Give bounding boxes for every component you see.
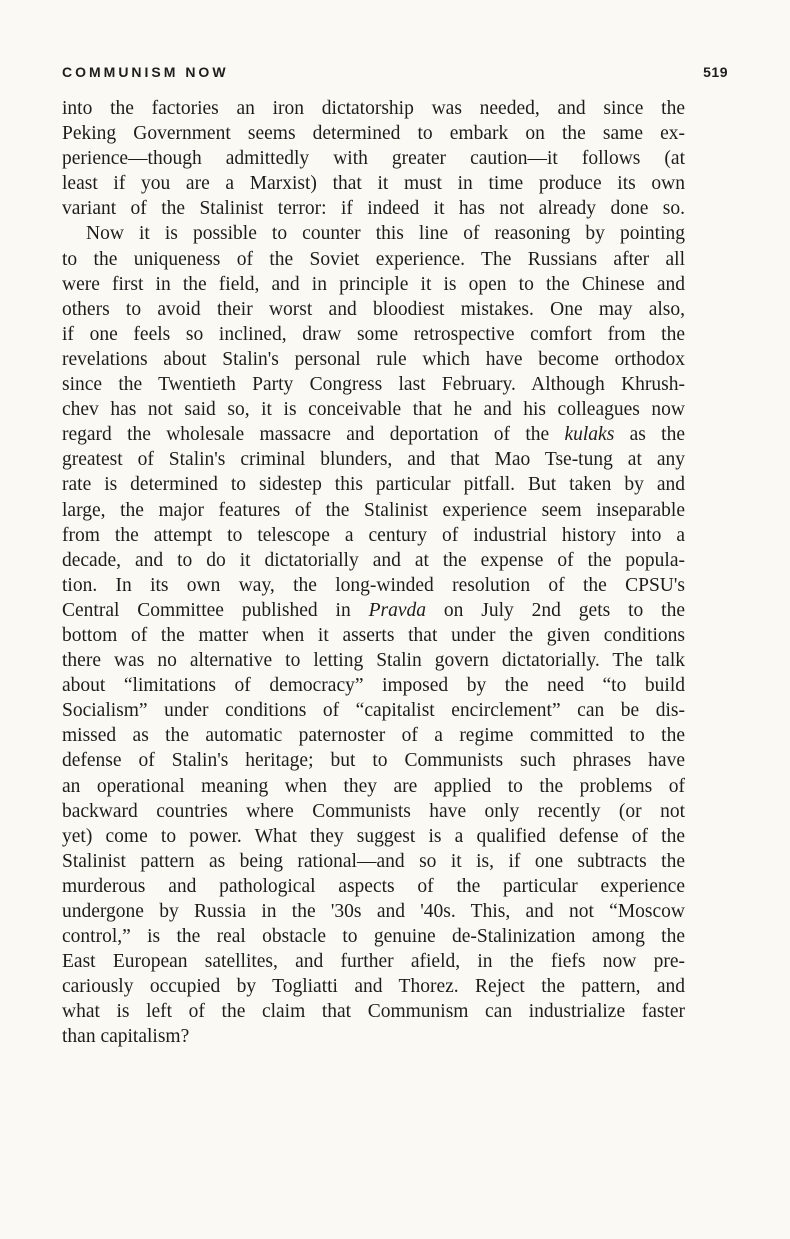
text-line: backward countries where Communists have only recently (or not	[62, 800, 685, 822]
text-segment: on July 2nd gets to the	[426, 599, 685, 621]
text-line: if one feels so inclined, draw some retrospective comfort from the	[62, 323, 685, 345]
text-line: to the uniqueness of the Soviet experience. The Russians after all	[62, 248, 685, 270]
text-line: yet) come to power. What they suggest is a qualified defense of the	[62, 825, 685, 847]
text-line: rate is determined to sidestep this particular pitfall. But taken by and	[62, 474, 685, 496]
text-line: missed as the automatic paternoster of a regime committed to the	[62, 725, 685, 747]
text-line: tion. In its own way, the long-winded resolution of the CPSU's	[62, 574, 685, 596]
text-line: defense of Stalin's heritage; but to Communists such phrases have	[62, 750, 685, 772]
text-line: murderous and pathological aspects of the particular experience	[62, 875, 685, 897]
paragraph-1	[62, 96, 685, 221]
text-line: an operational meaning when they are applied to the problems of	[62, 775, 685, 797]
text-line: greatest of Stalin's criminal blunders, and that Mao Tse-tung at any	[62, 449, 685, 471]
text-line: Now it is possible to counter this line of reasoning by pointing	[86, 223, 685, 245]
text-line: Stalinist pattern as being rational—and so it is, if one subtracts the	[62, 850, 685, 872]
running-header	[62, 64, 728, 84]
text-line: from the attempt to telescope a century of industrial history into a	[62, 524, 685, 546]
text-line: were first in the field, and in principle it is open to the Chinese and	[62, 273, 685, 295]
text-line: undergone by Russia in the '30s and '40s. This, and not “Moscow	[62, 901, 685, 922]
text-line-with-italic	[62, 422, 685, 447]
text-line: East European satellites, and further afield, in the fiefs now pre-	[62, 951, 685, 973]
text-line: control,” is the real obstacle to genuine de-Stalinization among the	[62, 926, 685, 948]
text-line: cariously occupied by Togliatti and Thorez. Reject the pattern, and	[62, 976, 685, 998]
text-segment: as the	[614, 424, 685, 446]
italic-term: Pravda	[368, 599, 426, 621]
text-line: bottom of the matter when it asserts that under the given conditions	[62, 624, 685, 646]
text-line: than capitalism?	[62, 1026, 190, 1048]
running-title: COMMUNISM NOW	[62, 64, 229, 80]
text-line: perience—though admittedly with greater caution—it follows (at	[62, 148, 685, 170]
text-line: decade, and to do it dictatorially and at the expense of the popula-	[62, 549, 685, 571]
body-text	[62, 96, 685, 1050]
paragraph-2	[62, 221, 685, 1049]
text-line: large, the major features of the Stalinist experience seem inseparable	[62, 499, 685, 521]
text-line: since the Twentieth Party Congress last February. Although Khrush-	[62, 374, 685, 396]
text-line: others to avoid their worst and bloodiest mistakes. One may also,	[62, 298, 685, 320]
text-line: Peking Government seems determined to embark on the same ex-	[62, 123, 685, 145]
italic-term: kulaks	[564, 424, 615, 446]
text-segment: Central Committee published in	[62, 599, 369, 621]
text-line: what is left of the claim that Communism can industrialize faster	[62, 1001, 685, 1023]
text-line: into the factories an iron dictatorship was needed, and since the	[62, 98, 685, 119]
text-line: least if you are a Marxist) that it must in time produce its own	[62, 173, 685, 195]
text-segment: regard the wholesale massacre and deportation of the	[62, 424, 565, 446]
text-line: chev has not said so, it is conceivable that he and his colleagues now	[62, 399, 685, 421]
page-number: 519	[703, 64, 728, 80]
text-line: about “limitations of democracy” imposed by the need “to build	[62, 675, 685, 697]
text-line-with-italic	[62, 598, 685, 623]
text-line: there was no alternative to letting Stalin govern dictatorially. The talk	[62, 650, 685, 672]
text-line: Socialism” under conditions of “capitalist encirclement” can be dis-	[62, 700, 685, 722]
text-line: revelations about Stalin's personal rule which have become orthodox	[62, 348, 685, 370]
text-line: variant of the Stalinist terror: if indeed it has not already done so.	[62, 198, 685, 220]
